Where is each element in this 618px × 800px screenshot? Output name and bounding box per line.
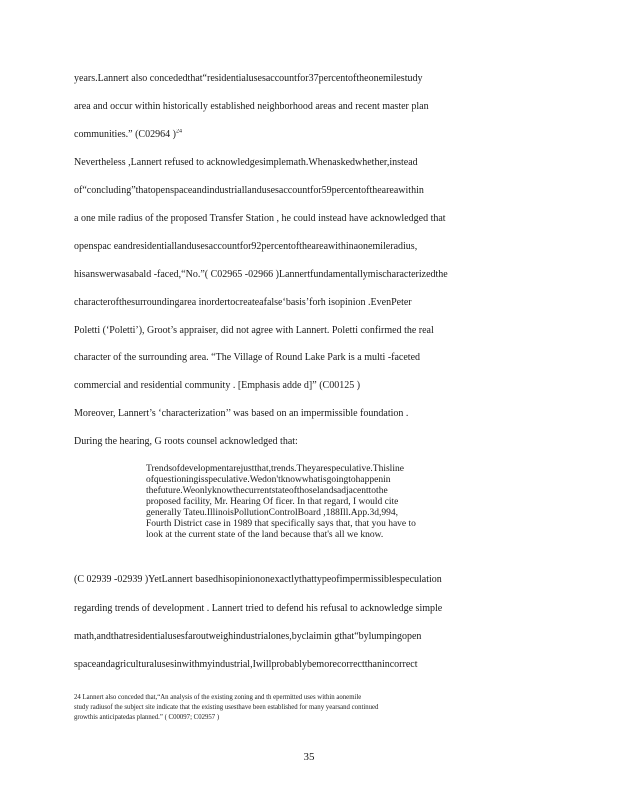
footnote-line: 24 Lannert also conceded that,“An analysis of the existing zoning and th epermitted uses within aonemile [74, 694, 362, 701]
quote-line: look at the current state of the land because that's all we know. [146, 530, 384, 540]
quote-line: ofquestioningisspeculative.Wedon'tknowwhatisgoingtohappenin [146, 475, 391, 485]
body-line: area and occur within historically established neighborhood areas and recent master plan [74, 101, 429, 112]
body-line: years.Lannert also concededthat“residentialusesaccountfor37percentoftheonemilestudy [74, 73, 423, 84]
body-line: Moreover, Lannert’s ‘characterization’’ was based on an impermissible foundation . [74, 408, 409, 419]
body-line: Poletti (‘Poletti’), Groot’s appraiser, did not agree with Lannert. Poletti confirmed the real [74, 325, 434, 336]
quote-line: generally Tateu.IllinoisPollutionControlBoard ,188Ill.App.3d,994, [146, 508, 398, 518]
body-line: openspac eandresidentiallandusesaccountfor92percentoftheareawithinaonemileradius, [74, 241, 418, 252]
body-line: math,andthatresidentialusesfaroutweighindustrialones,byclaimin gthat“bylumpingopen [74, 631, 422, 642]
footnote [74, 693, 544, 723]
body-line: character of the surrounding area. “The Village of Round Lake Park is a multi -faceted [74, 352, 421, 363]
footnote-line: growthis anticipatedas planned.” ( C00097; C02957 ) [74, 714, 220, 721]
quote-line: Fourth District case in 1989 that specifically says that, that you have to [146, 519, 416, 529]
body-line: characterofthesurroundingarea inordertocreateafalse‘basis’forh isopinion .EvenPeter [74, 297, 412, 308]
body-line: hisanswerwasabald -faced,“No.”( C02965 -02966 )Lannertfundamentallymischaracterizedthe [74, 269, 448, 280]
block-quote [146, 464, 476, 541]
body-line: Nevertheless ,Lannert refused to acknowledgesimplemath.Whenaskedwhether,instead [74, 157, 418, 168]
body-line: communities.” (C02964 )$^{24}$ [74, 129, 182, 140]
body-line: a one mile radius of the proposed Transfer Station , he could instead have acknowledged that [74, 213, 446, 224]
body-line: spaceandagriculturalusesinwithmyindustrial,Iwillprobablybemorecorrectthanincorrect [74, 659, 418, 670]
quote-line: Trendsofdevelopmentarejustthat,trends.Theyarespeculative.Thisline [146, 464, 404, 474]
body-line: (C 02939 -02939 )YetLannert basedhisopiniononexactlythattypeofimpermissiblespeculation [74, 574, 442, 585]
body-line: commercial and residential community . [Emphasis adde d]” (C00125 ) [74, 380, 361, 391]
body-line: During the hearing, G roots counsel acknowledged that: [74, 436, 298, 447]
quote-line: proposed facility, Mr. Hearing Of ficer. In that regard, I would cite [146, 497, 399, 507]
body-line: regarding trends of development . Lannert tried to defend his refusal to acknowledge simple [74, 603, 443, 614]
footnote-reference: 24 [175, 129, 182, 135]
body-line: of“concluding”thatopenspaceandindustriallandusesaccountfor59percentoftheareawithin [74, 185, 424, 196]
footnote-line: study radiusof the subject site indicate that the existing usesthave been established for many yearsand continued [74, 704, 379, 711]
quote-line: thefuture.Weonlyknowthecurrentstateofthoselandsadjacenttothe [146, 486, 388, 496]
page-number: 35 [303, 751, 315, 763]
